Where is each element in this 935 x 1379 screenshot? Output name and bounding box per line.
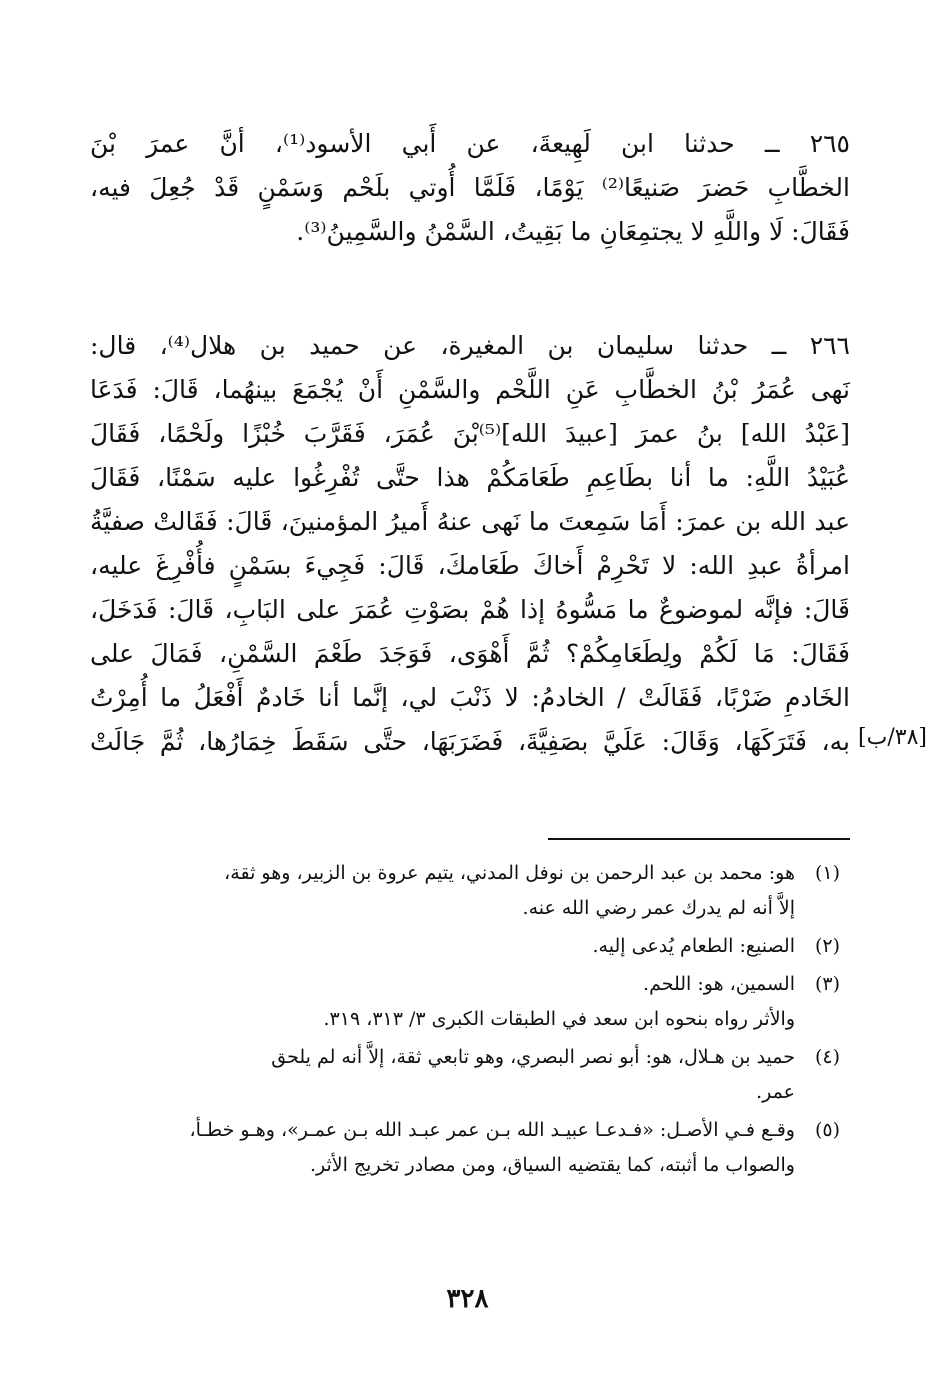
manuscript-folio-marker: [٣٨/ب] [858,725,927,750]
paragraph-266 [90,324,850,764]
footnote [90,967,840,1037]
footnote-number: (٢) [814,935,840,957]
footnotes [90,856,840,1186]
text-line: فَقَالَ: مَا لَكُمْ ولِطَعَامِكُمْ؟ ثُمَّ أَهْوَى، فَوَجَدَ طَعْمَ السَّمْنِ، فَمَالَ على [90,639,850,668]
text-line: الخَادمِ ضَرْبًا، فَقَالَتْ / الخادمُ: لا ذَنْبَ لي، إنَّما أنا خَادمٌ أَفْعَلُ ما أُمِرْتُ [90,683,850,712]
footnote-number: (١) [814,862,840,884]
footnote-line: والصواب ما أثبته، كما يقتضيه السياق، ومن مصادر تخريج الأثر. [309,1154,795,1176]
footnote-number: (٣) [814,973,840,995]
footnote [90,1113,840,1183]
text-line: ٢٦٦ ــ حدثنا سليمان بن المغيرة، عن حميد بن هلال⁽⁴⁾، قال: [90,331,850,360]
text-line: [عَبْدُ الله] بنُ عمرَ [عبيدَ الله]⁽⁵⁾بْنَ عُمَرَ، فَقَرَّبَ خُبْزًا ولَحْمًا، فَقَالَ [90,419,850,448]
footnote-number: (٥) [814,1119,840,1141]
footnote-line: هو: محمد بن عبد الرحمن بن نوفل المدني، يتيم عروة بن الزبير، وهو ثقة، [224,862,795,884]
text-line: به، فَتَرَكَهَا، وَقَالَ: عَلَيَّ بصَفِيَّةَ، فَضَرَبَهَا، حتَّى سَقَطَ خِمَارُها، ثُمَّ جَالَتْ [90,727,850,756]
page-number: ٣٢٨ [446,1284,489,1314]
text-line: ٢٦٥ ــ حدثنا ابن لَهِيعةَ، عن أَبي الأسود⁽¹⁾، أنَّ عمرَ بْنَ [90,129,850,158]
footnote-divider [548,838,850,840]
footnote-number: (٤) [814,1046,840,1068]
text-line: عُبَيْدُ اللَّهِ: ما أنا بطَاعِمِ طَعَامَكُمْ هذا حتَّى تُفْرِغُوا عليه سَمْنًا، فَقَالَ [90,463,850,492]
footnote-line: السمين، هو: اللحم. [643,973,795,995]
footnote-line: إلاَّ أنه لم يدرك عمر رضي الله عنه. [522,897,795,919]
text-line: عبد الله بن عمرَ: أَمَا سَمِعتَ ما نَهى عنهُ أَميرُ المؤمنينَ، قَالَ: فَقَالتْ صفيَّةُ [90,507,850,536]
footnote-line: والأثر رواه بنحوه ابن سعد في الطبقات الكبرى ٣/ ٣١٣، ٣١٩. [323,1008,795,1030]
footnote-line: وقـع فـي الأصـل: «فـدعـا عبيـد الله بـن عمر عبـد الله بـن عمـر»، وهـو خطـأ، [189,1119,795,1141]
text-line: فَقَالَ: لَا واللَّهِ لا يجتمِعَانِ ما بَقِيتُ، السَّمْنُ والسَّمِينُ⁽³⁾. [296,217,850,246]
paragraph-265 [90,122,850,254]
footnote-line: عمر. [756,1081,795,1103]
text-line: قَالَ: فإنَّه لموضوعٌ ما مَسُّوهُ إذا هُمْ بصَوْتِ عُمَرَ على البَابِ، قَالَ: فَدَخَلَ، [90,595,850,624]
text-line: نَهى عُمَرُ بْنُ الخطَّابِ عَنِ اللَّحْم والسَّمْنِ أَنْ يُجْمَعَ بينهُما، قَالَ: فَدَعَا [90,375,850,404]
text-line: الخطَّابِ حَضرَ صَنيعًا⁽²⁾ يَوْمًا، فَلَمَّا أُوتي بلَحْم وَسَمْنٍ قَدْ جُعِلَ فيه، [90,173,850,202]
footnote [90,1040,840,1110]
text-line: امرأةُ عبدِ الله: لا تَحْرِمْ أَخاكَ طَعَامكَ، قَالَ: فَجِيءَ بسَمْنٍ فأُفْرِغَ عليه، [90,551,850,580]
footnote [90,929,840,964]
footnote [90,856,840,926]
footnote-line: حميد بن هـلال، هو: أبو نصر البصري، وهو تابعي ثقة، إلاَّ أنه لم يلحق [271,1046,795,1068]
footnote-line: الصنيع: الطعام يُدعى إليه. [592,935,795,957]
